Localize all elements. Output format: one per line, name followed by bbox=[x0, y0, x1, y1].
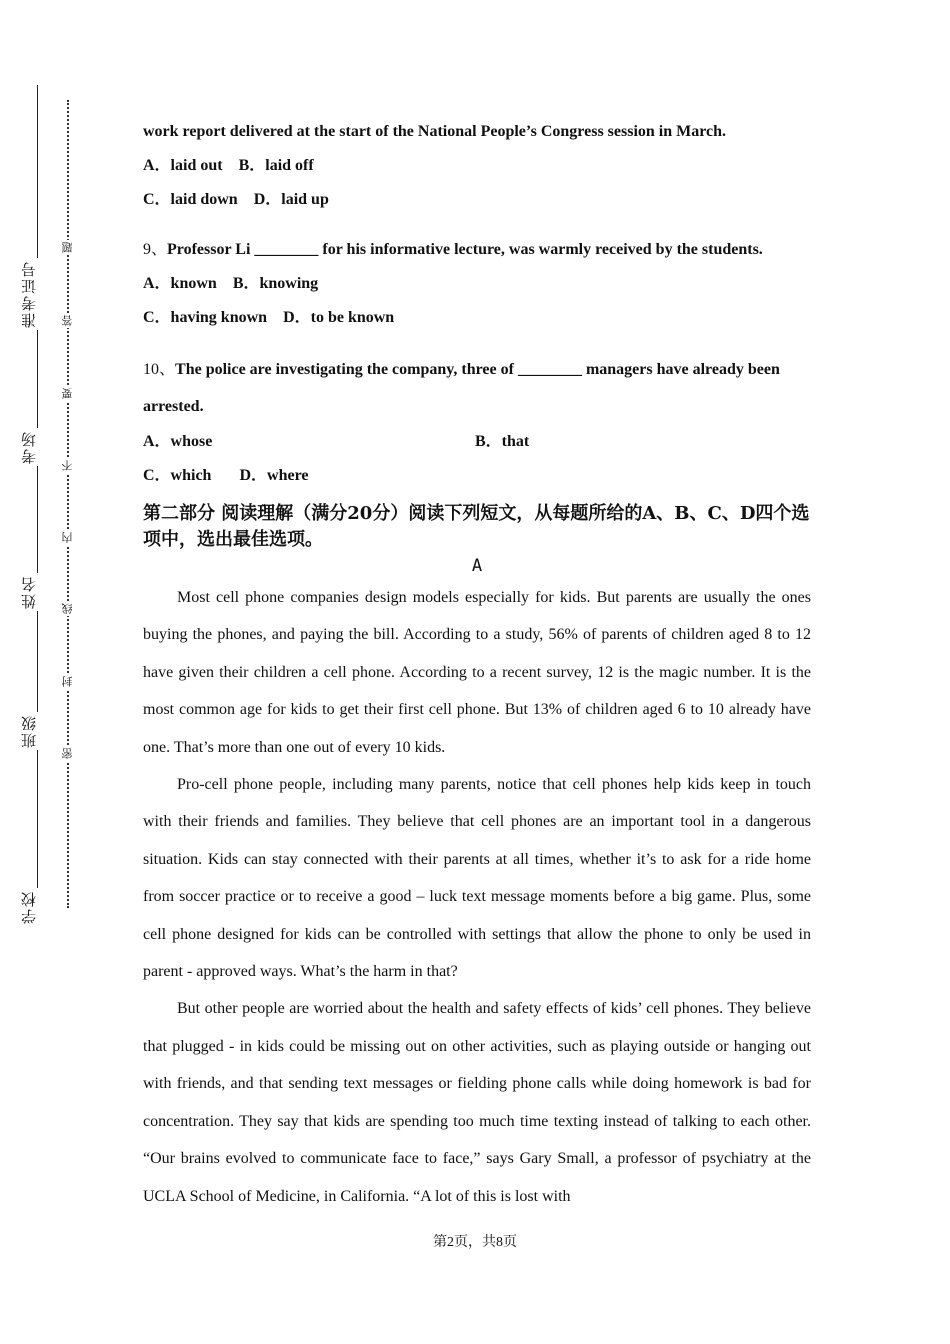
passage-paragraph-2: Pro-cell phone people, including many parents, notice that cell phones help kids keep in touch with their friends and families. They believe that cell phones are an important tool in a dangerous situation. Kids can stay connected with their parents at all times, whether it’s to ask for a ride home from soccer practice or to receive a good – luck text message moments before a big game. Plus, some cell phone designed for kids can be controlled with settings that allow the phone to only be used in parent - approved ways. What’s the harm in that? bbox=[143, 776, 811, 981]
question-8-options-row-2 bbox=[143, 183, 811, 217]
option-d: D．where bbox=[239, 467, 309, 484]
school-label: 学校 bbox=[22, 888, 52, 926]
question-8-options-row-1 bbox=[143, 149, 811, 183]
name-label: 姓名 bbox=[22, 573, 52, 611]
seal-char: 要 bbox=[61, 388, 74, 399]
margin-vertical-rule bbox=[37, 85, 38, 925]
question-number: 10、 bbox=[143, 361, 176, 378]
question-9 bbox=[143, 233, 811, 267]
question-8-tail: work report delivered at the start of the National People’s Congress session in March. bbox=[143, 123, 727, 140]
passage-title: A bbox=[471, 556, 483, 576]
binding-margin bbox=[0, 0, 110, 1344]
exam-id-label: 准考证号 bbox=[22, 258, 52, 330]
seal-char: 不 bbox=[61, 460, 74, 471]
passage-paragraph-1: Most cell phone companies design models especially for kids. But parents are usually the ones buying the phones, and paying the bill. According to a study, 56% of parents of children aged 8 to 12 have given their children a cell phone. According to a recent survey, 12 is the magic number. It is the most common age for kids to get their first cell phone. But 13% of children aged 6 to 10 already have one. That’s more than one out of every 10 kids. bbox=[143, 589, 811, 756]
option-b: B．knowing bbox=[232, 275, 319, 292]
option-a: A．known bbox=[143, 275, 217, 292]
option-c: C．laid down bbox=[143, 191, 238, 208]
page-content bbox=[143, 115, 811, 1215]
seal-char: 密 bbox=[61, 748, 74, 759]
question-9-options-row-2 bbox=[143, 301, 811, 335]
question-10-options-row-1 bbox=[143, 425, 811, 459]
class-label: 班级 bbox=[22, 712, 52, 750]
option-b: B．that bbox=[475, 433, 530, 450]
question-10 bbox=[143, 351, 811, 425]
seal-dotted-line bbox=[67, 100, 69, 908]
question-stem: Professor Li ________ for his informative lecture, was warmly received by the students. bbox=[167, 241, 763, 258]
passage-paragraph-3: But other people are worried about the health and safety effects of kids’ cell phones. They believe that plugged - in kids could be missing out on other activities, such as playing outside or hanging out with friends, and that sending text messages or fielding phone calls while doing homework is bad for concentration. They say that kids are spending too much time texting instead of talking to each other. “Our brains evolved to communicate face to face,” says Gary Small, a professor of psychiatry at the UCLA School of Medicine, in California. “A lot of this is lost with bbox=[143, 1000, 811, 1205]
option-c: C．which bbox=[143, 467, 212, 484]
question-10-options-row-2 bbox=[143, 459, 811, 493]
option-d: D．to be known bbox=[283, 309, 395, 326]
option-a: A．laid out bbox=[143, 157, 223, 174]
question-number: 9、 bbox=[143, 241, 168, 258]
exam-room-label: 考场 bbox=[22, 428, 52, 466]
option-c: C．having known bbox=[143, 309, 268, 326]
option-a: A．whose bbox=[143, 433, 213, 450]
seal-char: 内 bbox=[61, 532, 74, 543]
seal-char: 封 bbox=[61, 676, 74, 687]
page-footer: 第2页，共8页 bbox=[433, 1235, 517, 1250]
seal-char: 题 bbox=[61, 242, 74, 253]
option-d: D．laid up bbox=[253, 191, 329, 208]
seal-char: 线 bbox=[61, 603, 74, 614]
seal-char: 答 bbox=[61, 315, 74, 326]
section-heading: 第二部分 阅读理解（满分20分）阅读下列短文，从每题所给的A、B、C、D四个选项中，选出最佳选项。 bbox=[143, 503, 810, 550]
question-9-options-row-1 bbox=[143, 267, 811, 301]
question-stem: The police are investigating the company, three of ________ managers have already been arrested. bbox=[143, 361, 780, 415]
option-b: B．laid off bbox=[238, 157, 314, 174]
